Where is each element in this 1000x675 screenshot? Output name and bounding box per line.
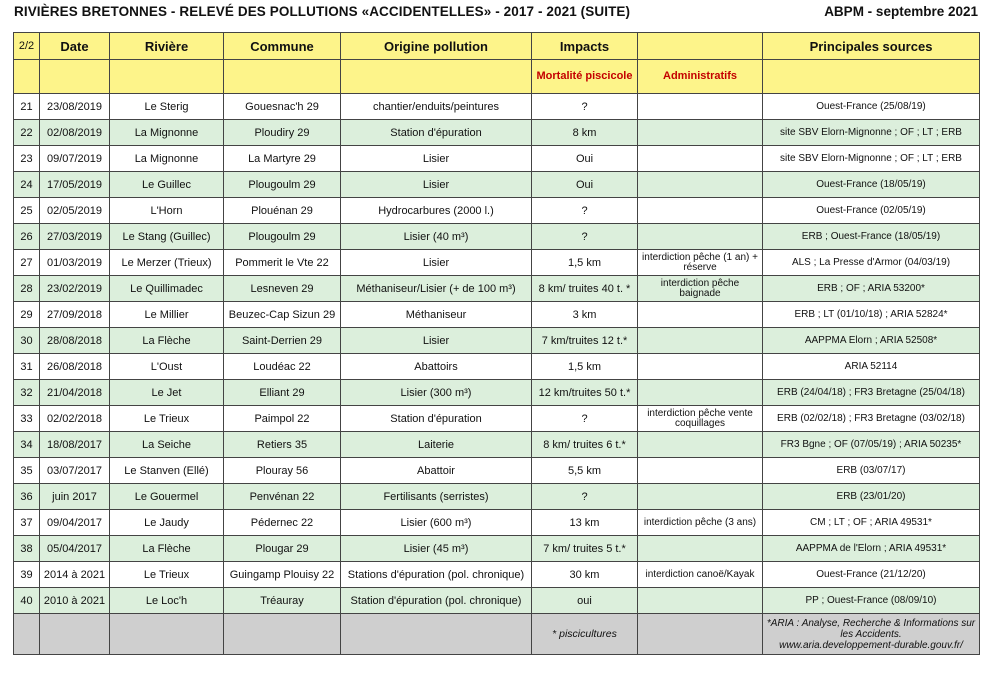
- row-date: 21/04/2018: [40, 380, 110, 406]
- row-date: 02/02/2018: [40, 406, 110, 432]
- document-author-date: ABPM - septembre 2021: [824, 4, 978, 19]
- row-riviere: Le Gouermel: [110, 484, 224, 510]
- row-number: 22: [14, 120, 40, 146]
- row-number: 23: [14, 146, 40, 172]
- row-origine: Laiterie: [341, 432, 532, 458]
- row-date: 09/04/2017: [40, 510, 110, 536]
- table-row: [14, 406, 980, 432]
- row-commune: Tréauray: [224, 588, 341, 614]
- row-number: 27: [14, 250, 40, 276]
- row-sources: Ouest-France (21/12/20): [763, 562, 980, 588]
- row-date: 23/02/2019: [40, 276, 110, 302]
- table-row: [14, 354, 980, 380]
- table-row: [14, 380, 980, 406]
- row-number: 29: [14, 302, 40, 328]
- row-number: 31: [14, 354, 40, 380]
- row-origine: Lisier: [341, 250, 532, 276]
- col-header-commune: Commune: [224, 33, 341, 60]
- row-number: 34: [14, 432, 40, 458]
- row-sources: PP ; Ouest-France (08/09/10): [763, 588, 980, 614]
- row-origine: Lisier (40 m³): [341, 224, 532, 250]
- row-number: 38: [14, 536, 40, 562]
- row-commune: Plouénan 29: [224, 198, 341, 224]
- row-sources: ERB ; OF ; ARIA 53200*: [763, 276, 980, 302]
- row-commune: Lesneven 29: [224, 276, 341, 302]
- row-mortalite: ?: [532, 224, 638, 250]
- row-administratifs: [638, 224, 763, 250]
- col-header-riviere: Rivière: [110, 33, 224, 60]
- table-row: [14, 588, 980, 614]
- row-sources: CM ; LT ; OF ; ARIA 49531*: [763, 510, 980, 536]
- row-number: 21: [14, 94, 40, 120]
- row-sources: ERB ; Ouest-France (18/05/19): [763, 224, 980, 250]
- row-mortalite: 7 km/ truites 5 t.*: [532, 536, 638, 562]
- row-riviere: L'Oust: [110, 354, 224, 380]
- pollution-table: [13, 32, 980, 655]
- col-header-origine: Origine pollution: [341, 33, 532, 60]
- aria-description: *ARIA : Analyse, Recherche & Informations sur les Accidents.: [766, 617, 976, 640]
- row-origine: Abattoir: [341, 458, 532, 484]
- row-origine: Méthaniseur: [341, 302, 532, 328]
- table-row: [14, 94, 980, 120]
- page-indicator: 2/2: [14, 33, 40, 60]
- row-riviere: Le Trieux: [110, 562, 224, 588]
- subheader-empty: [224, 60, 341, 94]
- row-administratifs: [638, 484, 763, 510]
- row-commune: Paimpol 22: [224, 406, 341, 432]
- row-mortalite: 5,5 km: [532, 458, 638, 484]
- footer-empty: [638, 614, 763, 655]
- row-origine: Lisier (45 m³): [341, 536, 532, 562]
- row-riviere: Le Quillimadec: [110, 276, 224, 302]
- row-commune: Elliant 29: [224, 380, 341, 406]
- footer-empty: [110, 614, 224, 655]
- subheader-empty: [40, 60, 110, 94]
- row-mortalite: 12 km/truites 50 t.*: [532, 380, 638, 406]
- subheader-mortalite: Mortalité piscicole: [532, 60, 638, 94]
- row-sources: ERB (03/07/17): [763, 458, 980, 484]
- row-mortalite: Oui: [532, 172, 638, 198]
- row-mortalite: ?: [532, 484, 638, 510]
- row-commune: Plouray 56: [224, 458, 341, 484]
- row-administratifs: [638, 302, 763, 328]
- row-number: 30: [14, 328, 40, 354]
- row-administratifs: [638, 458, 763, 484]
- footer-empty: [14, 614, 40, 655]
- footer-row: [14, 614, 980, 655]
- footer-note: * piscicultures: [532, 614, 638, 655]
- row-sources: FR3 Bgne ; OF (07/05/19) ; ARIA 50235*: [763, 432, 980, 458]
- row-riviere: Le Millier: [110, 302, 224, 328]
- col-header-sources: Principales sources: [763, 33, 980, 60]
- row-number: 33: [14, 406, 40, 432]
- row-commune: La Martyre 29: [224, 146, 341, 172]
- row-administratifs: [638, 536, 763, 562]
- row-riviere: La Flèche: [110, 328, 224, 354]
- row-origine: Lisier: [341, 146, 532, 172]
- table-row: [14, 276, 980, 302]
- footer-empty: [40, 614, 110, 655]
- row-mortalite: 8 km/ truites 6 t.*: [532, 432, 638, 458]
- row-mortalite: Oui: [532, 146, 638, 172]
- row-administratifs: interdiction pêche vente coquillages: [638, 406, 763, 432]
- row-date: 28/08/2018: [40, 328, 110, 354]
- row-commune: Saint-Derrien 29: [224, 328, 341, 354]
- row-riviere: La Flèche: [110, 536, 224, 562]
- row-commune: Retiers 35: [224, 432, 341, 458]
- row-date: 05/04/2017: [40, 536, 110, 562]
- table-row: [14, 562, 980, 588]
- col-header-date: Date: [40, 33, 110, 60]
- row-date: 02/05/2019: [40, 198, 110, 224]
- row-date: 17/05/2019: [40, 172, 110, 198]
- row-riviere: L'Horn: [110, 198, 224, 224]
- table-row: [14, 198, 980, 224]
- row-riviere: Le Loc'h: [110, 588, 224, 614]
- row-administratifs: [638, 120, 763, 146]
- row-number: 40: [14, 588, 40, 614]
- row-commune: Pommerit le Vte 22: [224, 250, 341, 276]
- subheader-empty: [341, 60, 532, 94]
- row-number: 35: [14, 458, 40, 484]
- row-date: 26/08/2018: [40, 354, 110, 380]
- row-riviere: Le Guillec: [110, 172, 224, 198]
- row-administratifs: [638, 198, 763, 224]
- row-mortalite: 1,5 km: [532, 250, 638, 276]
- row-origine: Fertilisants (serristes): [341, 484, 532, 510]
- row-administratifs: interdiction pêche (1 an) + réserve: [638, 250, 763, 276]
- row-number: 28: [14, 276, 40, 302]
- table-row: [14, 172, 980, 198]
- row-origine: Hydrocarbures (2000 l.): [341, 198, 532, 224]
- table-row: [14, 328, 980, 354]
- row-administratifs: [638, 94, 763, 120]
- row-administratifs: [638, 328, 763, 354]
- row-origine: Stations d'épuration (pol. chronique): [341, 562, 532, 588]
- row-commune: Penvénan 22: [224, 484, 341, 510]
- row-number: 39: [14, 562, 40, 588]
- row-riviere: Le Stang (Guillec): [110, 224, 224, 250]
- header-row: [14, 33, 980, 60]
- row-riviere: Le Trieux: [110, 406, 224, 432]
- row-mortalite: 8 km: [532, 120, 638, 146]
- row-riviere: Le Merzer (Trieux): [110, 250, 224, 276]
- row-origine: Méthaniseur/Lisier (+ de 100 m³): [341, 276, 532, 302]
- row-administratifs: [638, 354, 763, 380]
- row-riviere: La Seiche: [110, 432, 224, 458]
- row-date: 02/08/2019: [40, 120, 110, 146]
- row-commune: Beuzec-Cap Sizun 29: [224, 302, 341, 328]
- row-origine: Station d'épuration: [341, 120, 532, 146]
- table-row: [14, 536, 980, 562]
- table-row: [14, 250, 980, 276]
- row-riviere: Le Sterig: [110, 94, 224, 120]
- row-commune: Guingamp Plouisy 22: [224, 562, 341, 588]
- row-administratifs: interdiction canoë/Kayak: [638, 562, 763, 588]
- row-mortalite: 1,5 km: [532, 354, 638, 380]
- row-number: 24: [14, 172, 40, 198]
- row-commune: Plougoulm 29: [224, 224, 341, 250]
- row-date: 23/08/2019: [40, 94, 110, 120]
- table-row: [14, 224, 980, 250]
- row-number: 32: [14, 380, 40, 406]
- row-sources: ERB (23/01/20): [763, 484, 980, 510]
- table-row: [14, 510, 980, 536]
- row-administratifs: interdiction pêche baignade: [638, 276, 763, 302]
- table-row: [14, 458, 980, 484]
- row-commune: Gouesnac'h 29: [224, 94, 341, 120]
- col-header-impacts: Impacts: [532, 33, 638, 60]
- table-row: [14, 146, 980, 172]
- row-origine: Lisier (600 m³): [341, 510, 532, 536]
- row-sources: ERB (02/02/18) ; FR3 Bretagne (03/02/18): [763, 406, 980, 432]
- row-date: 01/03/2019: [40, 250, 110, 276]
- col-header-impacts-admin-top: [638, 33, 763, 60]
- row-sources: ALS ; La Presse d'Armor (04/03/19): [763, 250, 980, 276]
- row-riviere: La Mignonne: [110, 120, 224, 146]
- table-row: [14, 432, 980, 458]
- row-mortalite: ?: [532, 94, 638, 120]
- row-date: 27/09/2018: [40, 302, 110, 328]
- row-commune: Ploudiry 29: [224, 120, 341, 146]
- row-commune: Pédernec 22: [224, 510, 341, 536]
- table-row: [14, 120, 980, 146]
- row-mortalite: ?: [532, 198, 638, 224]
- row-date: 2010 à 2021: [40, 588, 110, 614]
- subheader-empty: [110, 60, 224, 94]
- row-sources: ARIA 52114: [763, 354, 980, 380]
- row-sources: Ouest-France (18/05/19): [763, 172, 980, 198]
- row-origine: Lisier (300 m³): [341, 380, 532, 406]
- row-number: 25: [14, 198, 40, 224]
- row-mortalite: 13 km: [532, 510, 638, 536]
- row-commune: Plougar 29: [224, 536, 341, 562]
- footer-empty: [341, 614, 532, 655]
- row-riviere: Le Jet: [110, 380, 224, 406]
- row-mortalite: 3 km: [532, 302, 638, 328]
- page-header: [14, 4, 978, 22]
- row-origine: Abattoirs: [341, 354, 532, 380]
- subheader-administratifs: Administratifs: [638, 60, 763, 94]
- row-sources: Ouest-France (25/08/19): [763, 94, 980, 120]
- subheader-row: [14, 60, 980, 94]
- row-riviere: La Mignonne: [110, 146, 224, 172]
- subheader-empty: [14, 60, 40, 94]
- row-number: 36: [14, 484, 40, 510]
- table-row: [14, 484, 980, 510]
- row-mortalite: 7 km/truites 12 t.*: [532, 328, 638, 354]
- row-administratifs: [638, 588, 763, 614]
- subheader-empty: [763, 60, 980, 94]
- row-sources: AAPPMA Elorn ; ARIA 52508*: [763, 328, 980, 354]
- footer-empty: [224, 614, 341, 655]
- row-origine: Station d'épuration (pol. chronique): [341, 588, 532, 614]
- row-administratifs: [638, 432, 763, 458]
- row-sources: AAPPMA de l'Elorn ; ARIA 49531*: [763, 536, 980, 562]
- row-sources: ERB ; LT (01/10/18) ; ARIA 52824*: [763, 302, 980, 328]
- row-administratifs: [638, 172, 763, 198]
- row-date: 09/07/2019: [40, 146, 110, 172]
- row-mortalite: ?: [532, 406, 638, 432]
- row-administratifs: [638, 146, 763, 172]
- document-title: RIVIÈRES BRETONNES - RELEVÉ DES POLLUTIONS «ACCIDENTELLES» - 2017 - 2021 (SUITE): [14, 4, 631, 19]
- row-administratifs: [638, 380, 763, 406]
- row-origine: Station d'épuration: [341, 406, 532, 432]
- row-date: 18/08/2017: [40, 432, 110, 458]
- row-date: 27/03/2019: [40, 224, 110, 250]
- row-origine: chantier/enduits/peintures: [341, 94, 532, 120]
- row-mortalite: 8 km/ truites 40 t. *: [532, 276, 638, 302]
- row-origine: Lisier: [341, 328, 532, 354]
- row-date: 03/07/2017: [40, 458, 110, 484]
- row-origine: Lisier: [341, 172, 532, 198]
- row-riviere: Le Jaudy: [110, 510, 224, 536]
- row-sources: Ouest-France (02/05/19): [763, 198, 980, 224]
- row-number: 37: [14, 510, 40, 536]
- row-commune: Loudéac 22: [224, 354, 341, 380]
- footer-aria-note: [763, 614, 980, 655]
- row-number: 26: [14, 224, 40, 250]
- row-sources: site SBV Elorn-Mignonne ; OF ; LT ; ERB: [763, 120, 980, 146]
- row-mortalite: oui: [532, 588, 638, 614]
- row-date: 2014 à 2021: [40, 562, 110, 588]
- row-riviere: Le Stanven (Ellé): [110, 458, 224, 484]
- row-sources: site SBV Elorn-Mignonne ; OF ; LT ; ERB: [763, 146, 980, 172]
- row-sources: ERB (24/04/18) ; FR3 Bretagne (25/04/18): [763, 380, 980, 406]
- row-administratifs: interdiction pêche (3 ans): [638, 510, 763, 536]
- row-mortalite: 30 km: [532, 562, 638, 588]
- table-row: [14, 302, 980, 328]
- row-commune: Plougoulm 29: [224, 172, 341, 198]
- aria-url: www.aria.developpement-durable.gouv.fr/: [779, 639, 963, 651]
- row-date: juin 2017: [40, 484, 110, 510]
